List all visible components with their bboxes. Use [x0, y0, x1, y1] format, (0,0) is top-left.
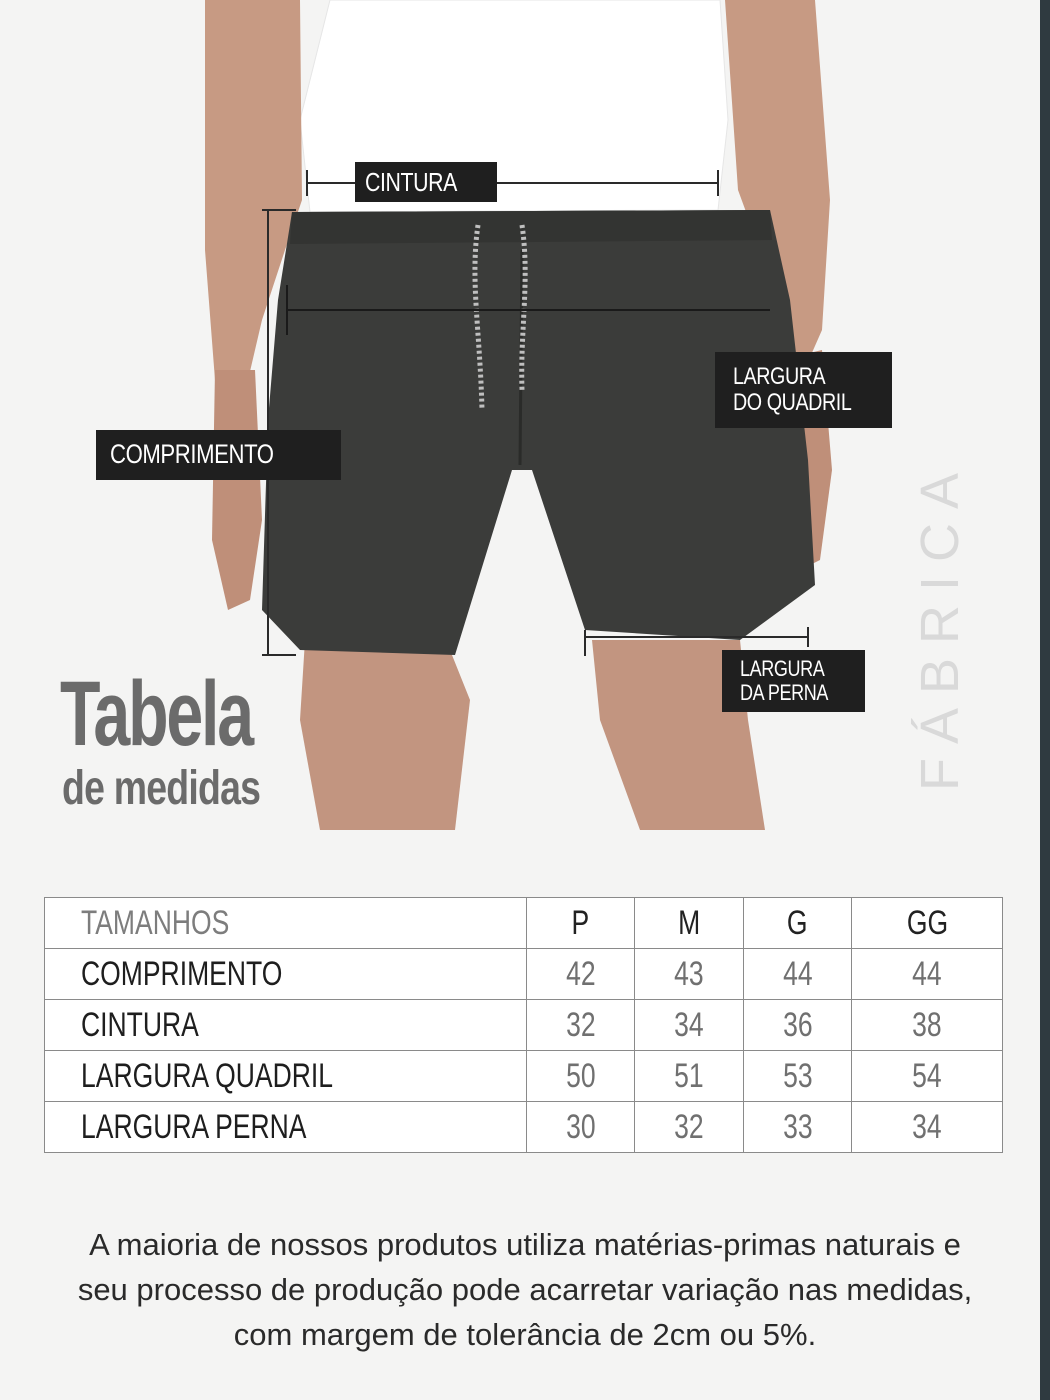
table-cell: 51: [635, 1051, 743, 1102]
page-title: Tabela: [60, 663, 252, 765]
table-cell: 44: [743, 949, 851, 1000]
table-cell: 34: [635, 1000, 743, 1051]
table-header-row: [45, 898, 1003, 949]
label-largura-perna: LARGURA DA PERNA: [722, 650, 865, 712]
tolerance-note: [0, 1222, 1050, 1357]
row-label: CINTURA: [45, 1000, 527, 1051]
table-cell: 54: [852, 1051, 1003, 1102]
label-cintura: CINTURA: [355, 162, 497, 202]
size-header-m: M: [635, 898, 743, 949]
brand-watermark: FÁBRICA: [910, 458, 970, 792]
row-label: LARGURA QUADRIL: [45, 1051, 527, 1102]
table-row: [45, 1000, 1003, 1051]
note-line: com margem de tolerância de 2cm ou 5%.: [233, 1317, 817, 1352]
right-edge-strip: [1040, 0, 1050, 1400]
table-header-label: TAMANHOS: [45, 898, 527, 949]
table-cell: 42: [527, 949, 635, 1000]
size-header-p: P: [527, 898, 635, 949]
table-cell: 34: [852, 1102, 1003, 1153]
table-cell: 32: [527, 1000, 635, 1051]
table-cell: 33: [743, 1102, 851, 1153]
row-label: LARGURA PERNA: [45, 1102, 527, 1153]
size-header-g: G: [743, 898, 851, 949]
table-cell: 30: [527, 1102, 635, 1153]
table-row: [45, 1102, 1003, 1153]
page-subtitle: de medidas: [62, 762, 261, 815]
size-header-gg: GG: [852, 898, 1003, 949]
table-cell: 36: [743, 1000, 851, 1051]
note-line: A maioria de nossos produtos utiliza matérias-primas naturais e: [89, 1227, 961, 1262]
label-comprimento: COMPRIMENTO: [96, 430, 341, 480]
table-cell: 43: [635, 949, 743, 1000]
table-row: [45, 1051, 1003, 1102]
table-cell: 50: [527, 1051, 635, 1102]
label-largura-quadril: LARGURA DO QUADRIL: [715, 352, 892, 428]
table-cell: 53: [743, 1051, 851, 1102]
table-row: [45, 949, 1003, 1000]
note-line: seu processo de produção pode acarretar variação nas medidas,: [77, 1272, 973, 1307]
table-cell: 38: [852, 1000, 1003, 1051]
size-table: [44, 897, 1003, 1153]
table-cell: 44: [852, 949, 1003, 1000]
row-label: COMPRIMENTO: [45, 949, 527, 1000]
table-cell: 32: [635, 1102, 743, 1153]
